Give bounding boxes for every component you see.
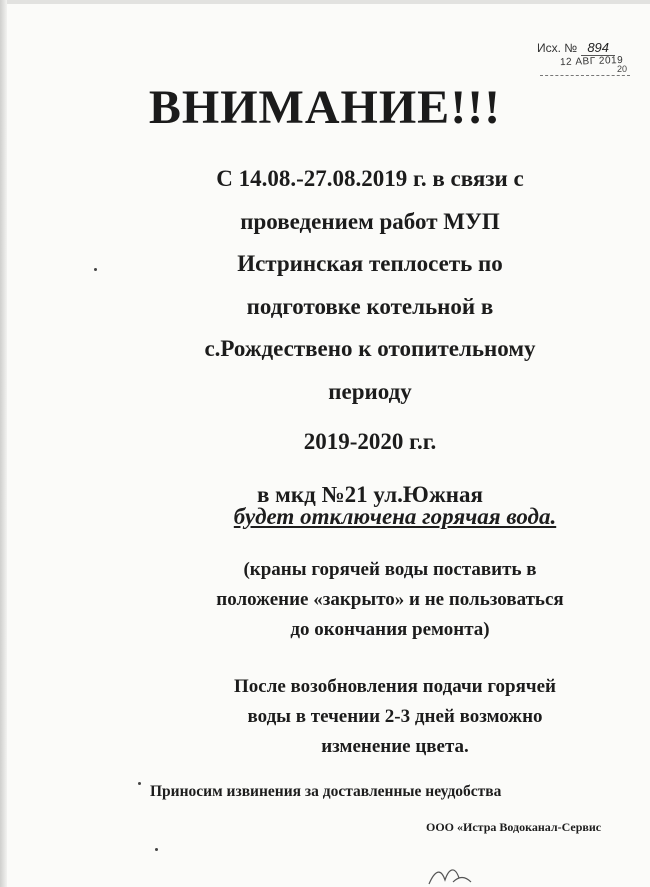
outgoing-ref-stamp	[537, 40, 615, 56]
body-line: периоду	[328, 378, 412, 404]
page-title: ВНИМАНИЕ!!!	[148, 81, 502, 134]
body-line: с.Рождествено к отопительному	[204, 336, 536, 361]
scan-top-edge	[0, 0, 650, 4]
scan-speck	[94, 268, 97, 271]
handwritten-signature-mark	[425, 862, 485, 887]
ref-label: Исх. №	[537, 41, 578, 55]
apology-text: Приносим извинения за доставленные неудобства	[150, 783, 502, 800]
color-line: изменение цвета.	[321, 736, 469, 757]
color-line: воды в течении 2-3 дней возможно	[247, 706, 543, 727]
scan-speck	[155, 848, 158, 851]
taps-line: (краны горячей воды поставить в	[243, 559, 537, 580]
color-line: После возобновления подачи горячей	[234, 676, 556, 697]
taps-line: положение «закрыто» и не пользоваться	[216, 589, 564, 610]
company-signature: ООО «Истра Водоканал-Сервис	[426, 820, 602, 834]
building-address: в мкд №21 ул.Южная	[257, 481, 483, 507]
body-line: С 14.08.-27.08.2019 г. в связи с	[216, 166, 524, 191]
stamp-underline	[540, 75, 630, 76]
body-line: подготовке котельной в	[246, 293, 494, 319]
stamp-date: 12 АВГ 2019	[559, 54, 624, 69]
body-line: проведением работ МУП	[240, 208, 500, 234]
hot-water-notice: будет отключена горячая вода.	[233, 504, 557, 529]
ref-number: 894	[581, 40, 615, 56]
heating-season: 2019-2020 г.г.	[303, 429, 437, 454]
announcement-body	[140, 158, 600, 516]
taps-line: до окончания ремонта)	[290, 619, 490, 640]
stamp-year-suffix: 20	[617, 64, 628, 74]
taps-instruction	[130, 555, 650, 645]
body-line: Истринская теплосеть по	[237, 251, 503, 276]
scan-speck	[138, 782, 141, 785]
water-color-warning	[150, 672, 640, 762]
